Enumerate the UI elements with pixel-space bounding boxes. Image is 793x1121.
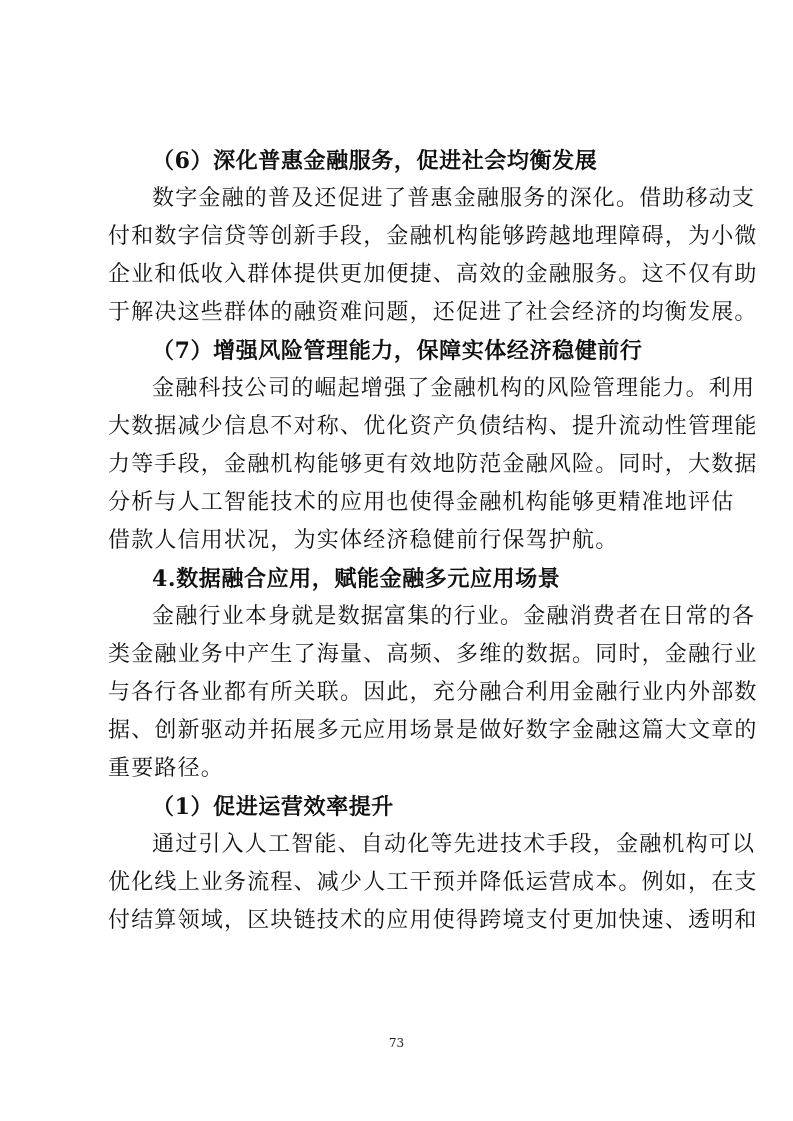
paragraph-line: 金融行业本身就是数据富集的行业。金融消费者在日常的各 [152,604,756,629]
paragraph-line: 于解决这些群体的融资难问题，还促进了社会经济的均衡发展。 [108,300,758,325]
paragraph-line: 力等手段，金融机构能够更有效地防范金融风险。同时，大数据 [108,452,758,477]
paragraph-line: 付结算领域，区块链技术的应用使得跨境支付更加快速、透明和 [108,908,758,933]
paragraph-line: 分析与人工智能技术的应用也使得金融机构能够更精准地评估 [108,490,735,515]
section-heading-4: 4.数据融合应用，赋能金融多元应用场景 [152,566,561,592]
paragraph-line: 大数据减少信息不对称、优化资产负债结构、提升流动性管理能 [108,414,758,439]
paragraph-line: 借款人信用状况，为实体经济稳健前行保驾护航。 [108,528,619,553]
paragraph-line: 通过引入人工智能、自动化等先进技术手段，金融机构可以 [152,832,756,857]
paragraph-line: 类金融业务中产生了海量、高频、多维的数据。同时，金融行业 [108,642,758,667]
paragraph-line: 付和数字信贷等创新手段，金融机构能够跨越地理障碍，为小微 [108,224,758,249]
section-heading-7: （7）增强风险管理能力，保障实体经济稳健前行 [152,338,643,364]
paragraph-line: 企业和低收入群体提供更加便捷、高效的金融服务。这不仅有助 [108,262,758,287]
paragraph-line: 与各行各业都有所关联。因此，充分融合利用金融行业内外部数 [108,680,758,705]
paragraph-line: 数字金融的普及还促进了普惠金融服务的深化。借助移动支 [152,186,756,211]
page-number: 73 [388,1036,405,1050]
paragraph-line: 金融科技公司的崛起增强了金融机构的风险管理能力。利用 [152,376,756,401]
paragraph-line: 据、创新驱动并拓展多元应用场景是做好数字金融这篇大文章的 [108,718,758,743]
paragraph-line: 重要路径。 [108,756,225,781]
section-heading-6: （6）深化普惠金融服务，促进社会均衡发展 [152,148,598,174]
section-heading-1: （1）促进运营效率提升 [152,794,394,820]
paragraph-line: 优化线上业务流程、减少人工干预并降低运营成本。例如，在支 [108,870,758,895]
